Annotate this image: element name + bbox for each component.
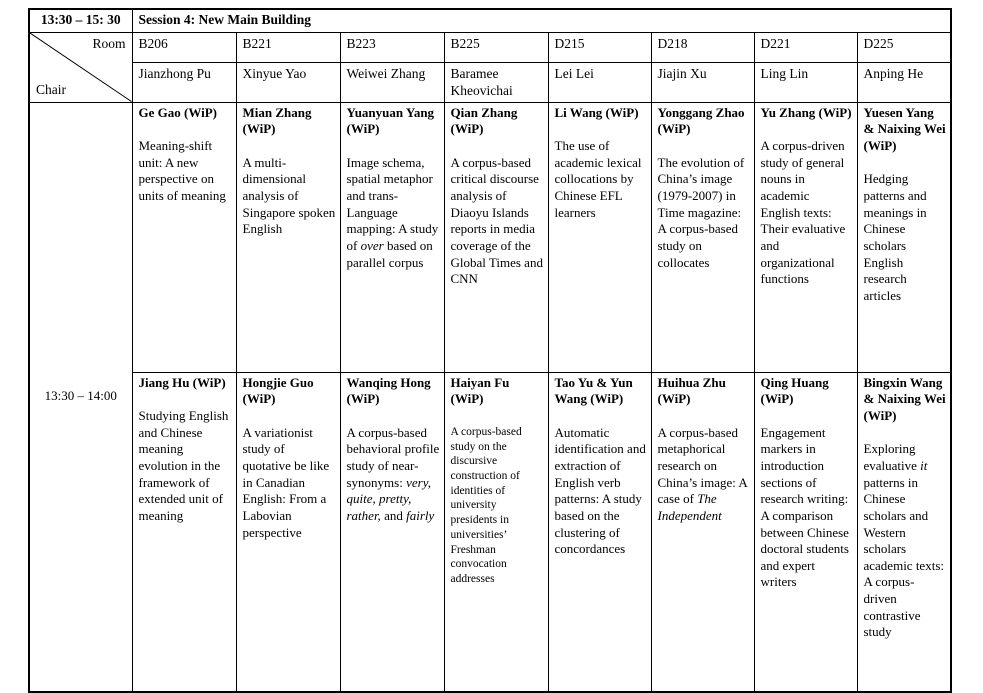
- presentation-cell: [754, 372, 857, 692]
- presentation-title: Exploring evaluative it patterns in Chinese scholars and Western scholars academic texts: A corpus-driven contrastive study: [863, 441, 944, 640]
- presentation-cell: [754, 102, 857, 372]
- presenter-name: Haiyan Fu (WiP): [450, 374, 510, 407]
- chair-name: Anping He: [857, 63, 951, 103]
- presenter-name: Tao Yu & Yun Wang (WiP): [554, 374, 633, 407]
- presenter-name: Yuesen Yang & Naixing Wei (WiP): [863, 104, 946, 153]
- presentation-cell: [132, 372, 236, 692]
- presenter-name: Jiang Hu (WiP): [138, 374, 226, 390]
- room-corner-label: Room: [92, 36, 126, 51]
- table-row: [29, 372, 951, 692]
- chair-name: Jianzhong Pu: [132, 63, 236, 103]
- presenter-name: Ge Gao (WiP): [138, 104, 217, 120]
- room-header: D218: [651, 33, 754, 63]
- table-row: [29, 63, 951, 103]
- room-header: D225: [857, 33, 951, 63]
- presentation-cell: [340, 102, 444, 372]
- presenter-name: Yu Zhang (WiP): [760, 104, 852, 120]
- presentation-title: Meaning-shift unit: A new perspective on units of meaning: [138, 138, 226, 204]
- presentation-cell: [857, 102, 951, 372]
- presenter-name: Hongjie Guo (WiP): [242, 374, 314, 407]
- document-page: [28, 8, 952, 693]
- room-header: B225: [444, 33, 548, 63]
- table-row: [29, 33, 951, 63]
- session-schedule-table: [28, 8, 952, 693]
- room-header: D215: [548, 33, 651, 63]
- presentation-title: A corpus-based metaphorical research on China’s image: A case of The Independent: [657, 424, 748, 523]
- chair-name: Ling Lin: [754, 63, 857, 103]
- presentation-title: A variationist study of quotative be like in Canadian English: From a Labovian perspective: [242, 424, 330, 540]
- room-header: B223: [340, 33, 444, 63]
- presentation-title: Studying English and Chinese meaning evolution in the framework of extended unit of meaning: [138, 408, 229, 523]
- room-header: D221: [754, 33, 857, 63]
- presentation-title: A corpus-based critical discourse analysis of Diaoyu Islands reports in media coverage of the Global Times and CNN: [450, 154, 543, 287]
- presentation-title: The use of academic lexical collocations by Chinese EFL learners: [554, 138, 642, 220]
- chair-corner-label: Chair: [36, 82, 66, 98]
- presentation-title: A corpus-based study on the discursive construction of identities of university presidents in universities’ Freshman convocation addresses: [450, 425, 522, 585]
- presentation-cell: [651, 372, 754, 692]
- presentation-title: Image schema, spatial metaphor and trans-Language mapping: A study of over based on parallel corpus: [346, 154, 439, 270]
- presentation-cell: [548, 102, 651, 372]
- presentation-cell: [132, 102, 236, 372]
- presentation-cell: [236, 372, 340, 692]
- presenter-name: Li Wang (WiP): [554, 104, 639, 120]
- room-header: B206: [132, 33, 236, 63]
- session-title: Session 4: New Main Building: [132, 9, 951, 33]
- presentation-title: Engagement markers in introduction sections of research writing: A comparison between Chinese doctoral students and expert writers: [760, 424, 849, 590]
- session-time-range: 13:30 – 15: 30: [29, 9, 132, 33]
- slot-time: 13:30 – 14:00: [29, 102, 132, 692]
- room-header: B221: [236, 33, 340, 63]
- presentation-cell: [548, 372, 651, 692]
- chair-name: Xinyue Yao: [236, 63, 340, 103]
- presentation-cell: [444, 102, 548, 372]
- presentation-cell: [236, 102, 340, 372]
- presenter-name: Yonggang Zhao (WiP): [657, 104, 745, 137]
- presentation-title: Hedging patterns and meanings in Chinese scholars English research articles: [863, 171, 927, 303]
- presentation-title: A corpus-based behavioral profile study of near-synonyms: very, quite, pretty, rather, and fairly: [346, 424, 440, 523]
- chair-name: Baramee Kheovichai: [444, 63, 548, 103]
- presentation-cell: [340, 372, 444, 692]
- table-row: [29, 102, 951, 372]
- presenter-name: Wanqing Hong (WiP): [346, 374, 431, 407]
- presenter-name: Mian Zhang (WiP): [242, 104, 312, 137]
- chair-name: Weiwei Zhang: [340, 63, 444, 103]
- presentation-cell: [444, 372, 548, 692]
- presenter-name: Qian Zhang (WiP): [450, 104, 518, 137]
- table-row: [29, 9, 951, 33]
- presenter-name: Yuanyuan Yang (WiP): [346, 104, 435, 137]
- presenter-name: Bingxin Wang & Naixing Wei (WiP): [863, 374, 946, 423]
- chair-name: Jiajin Xu: [651, 63, 754, 103]
- presentation-title: The evolution of China’s image (1979-2007) in Time magazine: A corpus-based study on collocates: [657, 154, 745, 270]
- presentation-title: A multi-dimensional analysis of Singapore spoken English: [242, 154, 336, 237]
- presentation-title: A corpus-driven study of general nouns in academic English texts: Their evaluative and organizational functions: [760, 138, 846, 287]
- room-chair-corner-cell: [29, 33, 132, 103]
- presentation-cell: [651, 102, 754, 372]
- chair-name: Lei Lei: [548, 63, 651, 103]
- presenter-name: Qing Huang (WiP): [760, 374, 829, 407]
- presentation-title: Automatic identification and extraction of English verb patterns: A study based on the clustering of concordances: [554, 424, 646, 557]
- presentation-cell: [857, 372, 951, 692]
- presenter-name: Huihua Zhu (WiP): [657, 374, 726, 407]
